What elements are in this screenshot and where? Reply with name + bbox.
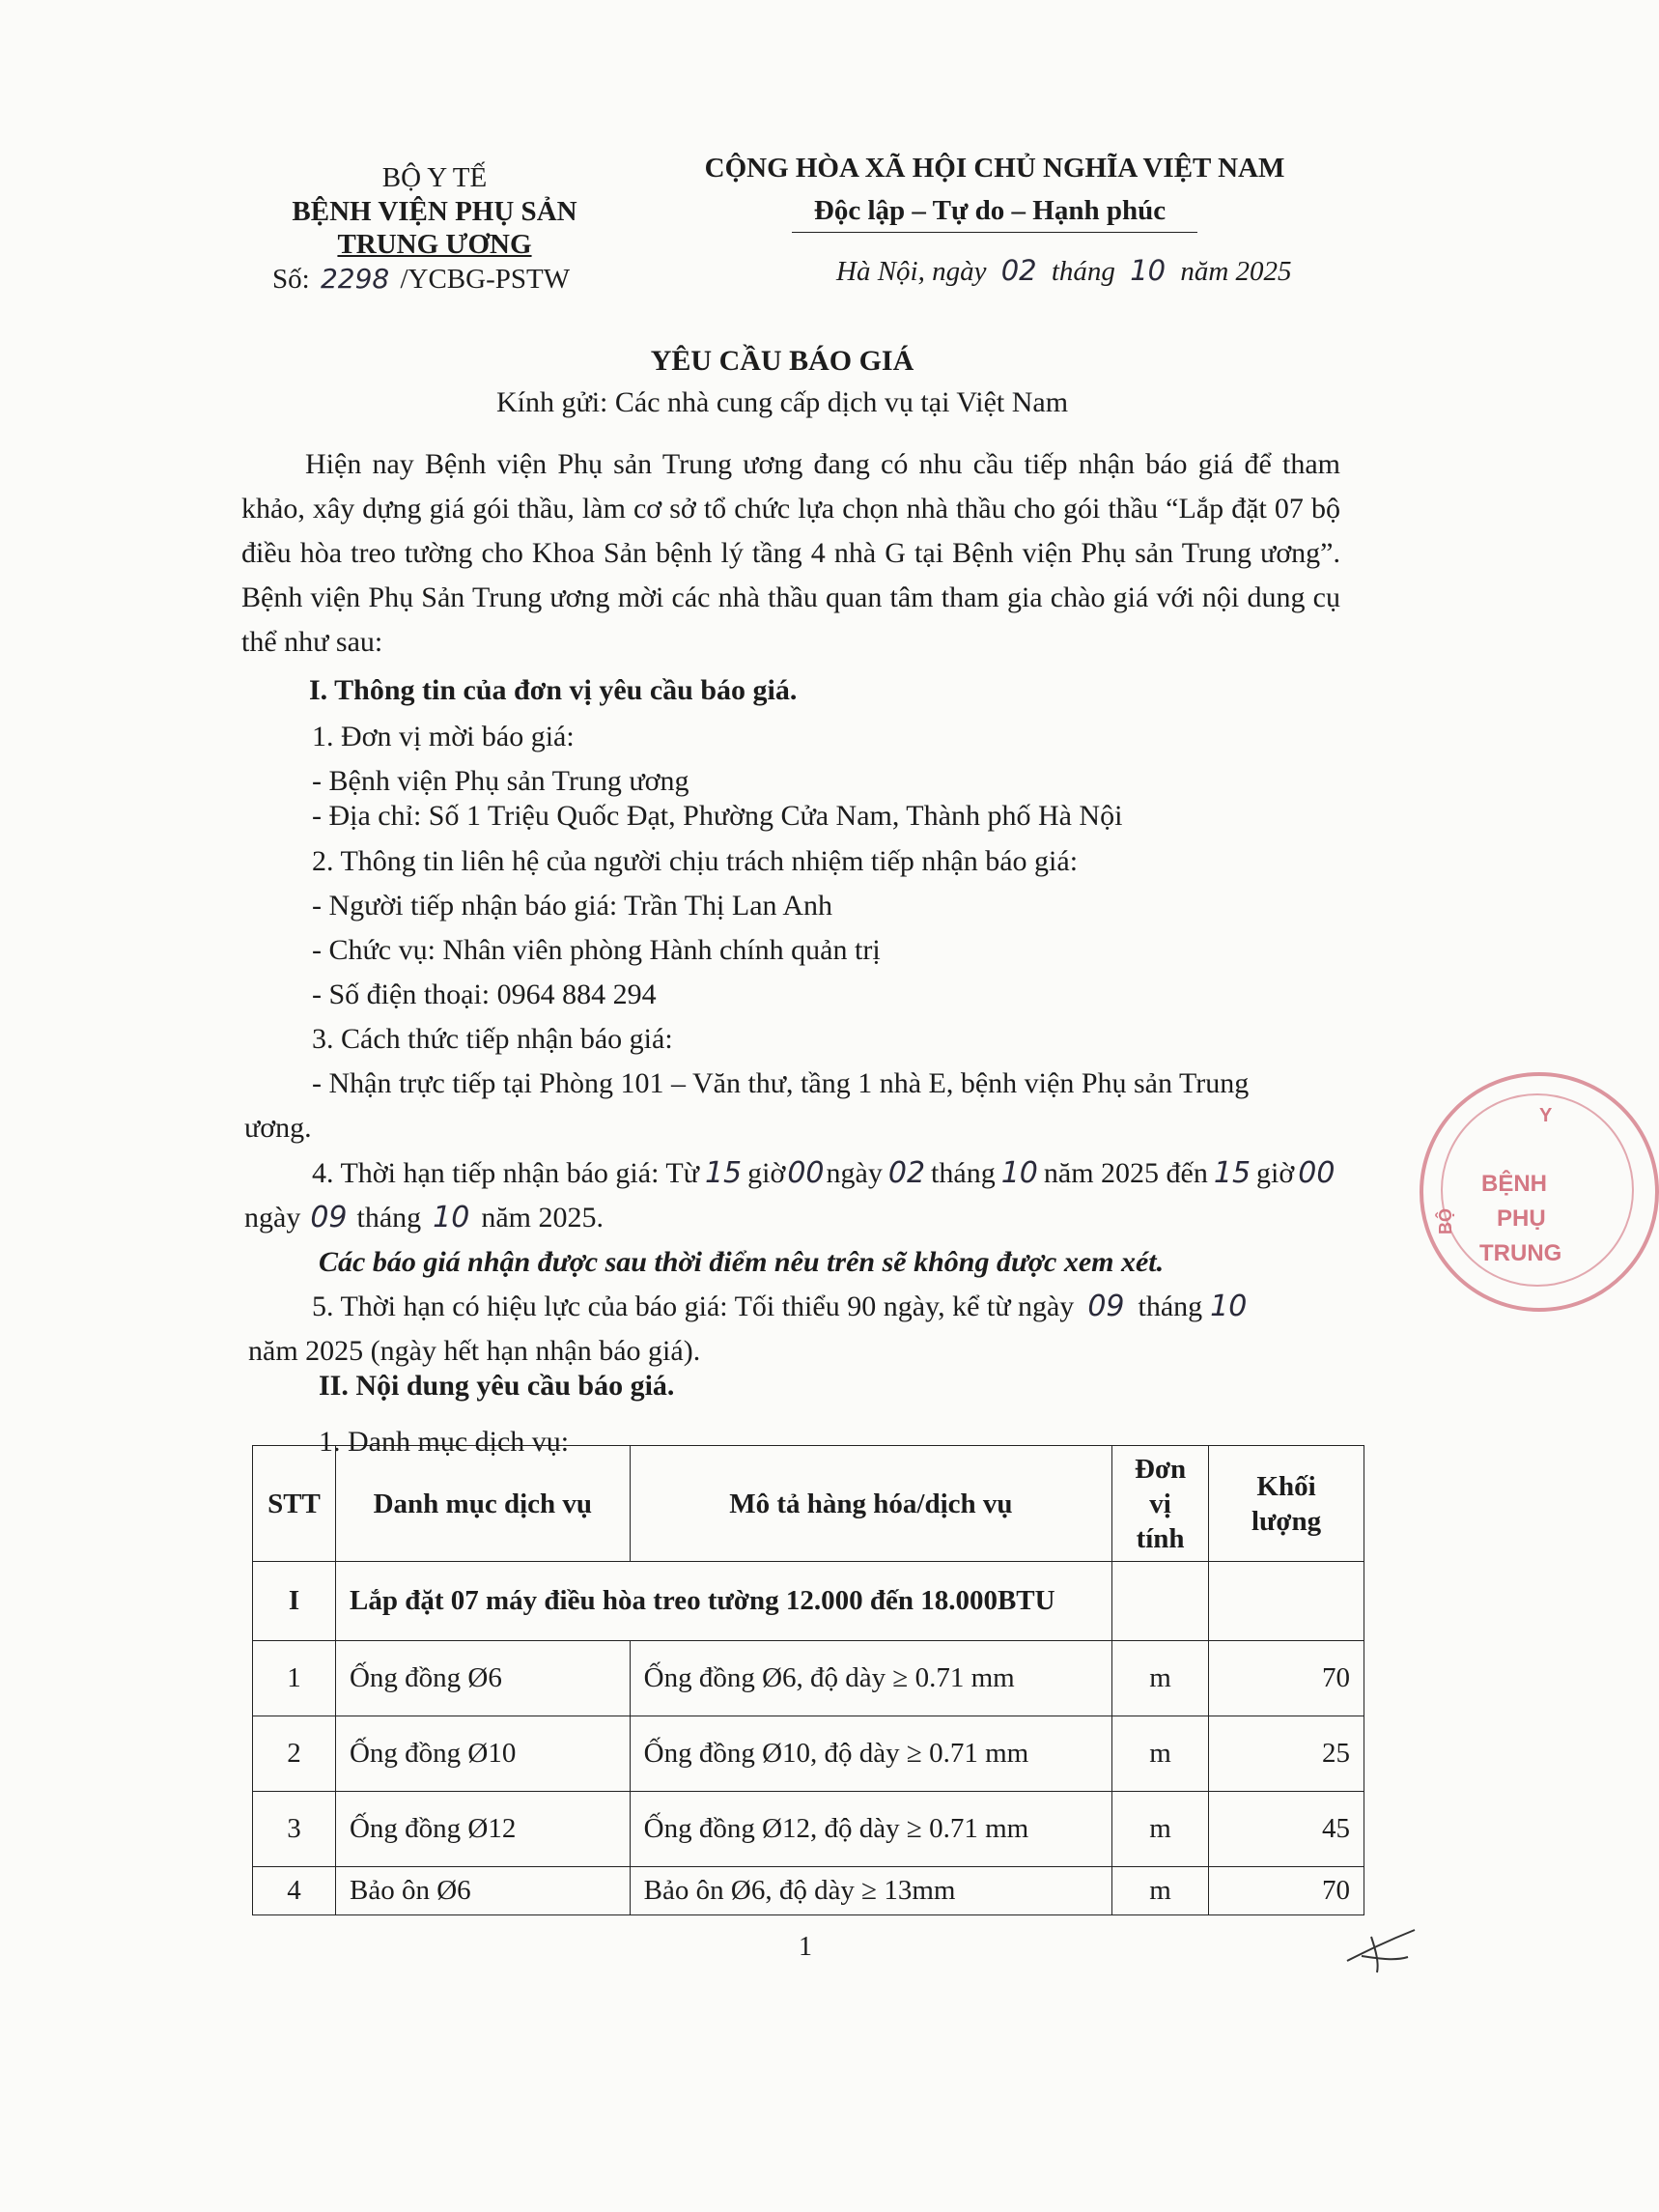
table-row [253, 1716, 1364, 1792]
table-group-row [253, 1562, 1364, 1641]
validity-prefix: 5. Thời hạn có hiệu lực của báo giá: Tối thiểu 90 ngày, kể từ ngày [312, 1290, 1075, 1322]
validity-line1 [312, 1285, 1254, 1329]
group-label: Lắp đặt 07 máy điều hòa treo tường 12.000 đến 18.000BTU [335, 1562, 1111, 1641]
deadline-gio2: giờ [1256, 1157, 1295, 1189]
country-name: CỘNG HÒA XÃ HỘI CHỦ NGHĨA VIỆT NAM [704, 153, 1285, 184]
header-service-name: Danh mục dịch vụ [335, 1446, 630, 1562]
validity-month: 10 [1210, 1290, 1248, 1323]
header-stt: STT [253, 1446, 336, 1562]
ministry-name: BỘ Y TẾ [381, 162, 488, 193]
position-line: - Chức vụ: Nhân viên phòng Hành chính quản trị [312, 934, 881, 966]
row-stt: 1 [253, 1641, 336, 1716]
stamp-line2: PHỤ [1497, 1205, 1546, 1232]
doc-number-prefix: Số: [272, 264, 310, 295]
header-quantity [1209, 1446, 1364, 1562]
deadline-end-month: 10 [433, 1201, 470, 1234]
deadline-start-minute: 00 [787, 1156, 825, 1190]
deadline-end: năm 2025. [481, 1202, 605, 1234]
group-unit-empty [1112, 1562, 1209, 1641]
deadline-gio1: giờ [747, 1157, 786, 1189]
deadline-start-day: 02 [887, 1156, 926, 1190]
deadline-end-hour: 15 [1213, 1156, 1251, 1190]
official-stamp [1420, 1072, 1659, 1312]
deadline-prefix: 4. Thời hạn tiếp nhận báo giá: Từ [312, 1157, 699, 1189]
table-row [253, 1641, 1364, 1716]
document-title: YÊU CẦU BÁO GIÁ [650, 345, 914, 377]
row-description: Ống đồng Ø12, độ dày ≥ 0.71 mm [630, 1792, 1111, 1867]
section2-item1: 1. Danh mục dịch vụ: [319, 1426, 570, 1458]
address-line: - Địa chỉ: Số 1 Triệu Quốc Đạt, Phường Cửa Nam, Thành phố Hà Nội [312, 800, 1123, 832]
row-service-name: Ống đồng Ø10 [335, 1716, 630, 1792]
row-stt: 3 [253, 1792, 336, 1867]
table-row [253, 1792, 1364, 1867]
phone-line: - Số điện thoại: 0964 884 294 [312, 978, 657, 1010]
deadline-ngay1: ngày [826, 1157, 883, 1189]
validity-line2: năm 2025 (ngày hết hạn nhận báo giá). [248, 1335, 701, 1367]
table-header-row [253, 1446, 1364, 1562]
row-quantity: 70 [1209, 1867, 1364, 1915]
stamp-top-letter: Y [1539, 1105, 1553, 1126]
initial-signature-icon [1342, 1922, 1429, 1980]
motto-underline [792, 232, 1197, 233]
hospital-name-line1: BỆNH VIỆN PHỤ SẢN [292, 196, 577, 227]
intro-paragraph: Hiện nay Bệnh viện Phụ sản Trung ương đang có nhu cầu tiếp nhận báo giá để tham khảo, xây dựng giá gói thầu, làm cơ sở tổ chức lựa chọn nhà thầu cho gói thầu “Lắp đặt 07 bộ điều hòa treo tường cho Khoa Sản bệnh lý tầng 4 nhà G tại Bệnh viện Phụ sản Trung ương”. Bệnh viện Phụ Sản Trung ương mời các nhà thầu quan tâm tham gia chào giá với nội dung cụ thể như sau: [241, 448, 1340, 658]
table-row [253, 1867, 1364, 1915]
row-service-name: Ống đồng Ø6 [335, 1641, 630, 1716]
deadline-start-month: 10 [1000, 1156, 1038, 1190]
stamp-line1: BỆNH [1481, 1171, 1548, 1197]
deadline-end-minute: 00 [1298, 1156, 1336, 1190]
header-description: Mô tả hàng hóa/dịch vụ [630, 1446, 1111, 1562]
header-unit-l1: Đơn [1135, 1453, 1187, 1485]
row-description: Ống đồng Ø6, độ dày ≥ 0.71 mm [630, 1641, 1111, 1716]
row-description: Ống đồng Ø10, độ dày ≥ 0.71 mm [630, 1716, 1111, 1792]
service-table [252, 1445, 1364, 1915]
group-qty-empty [1209, 1562, 1364, 1641]
group-stt: I [253, 1562, 336, 1641]
stamp-side: BỘ [1436, 1208, 1455, 1234]
header-qty-l1: Khối [1256, 1470, 1316, 1502]
header-unit-l2: vị [1149, 1488, 1171, 1519]
row-stt: 4 [253, 1867, 336, 1915]
row-description: Bảo ôn Ø6, độ dày ≥ 13mm [630, 1867, 1111, 1915]
deadline-line2 [244, 1196, 604, 1240]
deadline-line1 [312, 1151, 1338, 1196]
row-unit: m [1112, 1641, 1209, 1716]
document-number [272, 263, 570, 296]
row-unit: m [1112, 1792, 1209, 1867]
doc-number-suffix: /YCBG-PSTW [400, 264, 571, 295]
section1-item3: 3. Cách thức tiếp nhận báo giá: [312, 1023, 673, 1055]
deadline-thang2: tháng [356, 1202, 422, 1234]
deadline-thang1: tháng [931, 1157, 996, 1189]
recipient-line: Kính gửi: Các nhà cung cấp dịch vụ tại Việt Nam [495, 386, 1069, 418]
row-stt: 2 [253, 1716, 336, 1792]
date-prefix: Hà Nội, ngày [836, 256, 987, 287]
deadline-end-day: 09 [310, 1201, 348, 1234]
row-quantity: 45 [1209, 1792, 1364, 1867]
date-day-handwritten: 02 [1000, 254, 1037, 287]
date-month-handwritten: 10 [1130, 254, 1167, 287]
row-service-name: Ống đồng Ø12 [335, 1792, 630, 1867]
row-unit: m [1112, 1867, 1209, 1915]
section2-heading: II. Nội dung yêu cầu báo giá. [319, 1370, 675, 1402]
inviting-unit: - Bệnh viện Phụ sản Trung ương [312, 765, 689, 797]
section1-item2: 2. Thông tin liên hệ của người chịu trách nhiệm tiếp nhận báo giá: [312, 845, 1079, 877]
section1-item1: 1. Đơn vị mời báo giá: [312, 721, 575, 752]
section1-heading: I. Thông tin của đơn vị yêu cầu báo giá. [309, 674, 798, 706]
row-quantity: 70 [1209, 1641, 1364, 1716]
header-qty-l2: lượng [1251, 1505, 1322, 1537]
date-month-label: tháng [1051, 256, 1115, 287]
validity-day: 09 [1087, 1290, 1125, 1323]
row-service-name: Bảo ôn Ø6 [335, 1867, 630, 1915]
row-quantity: 25 [1209, 1716, 1364, 1792]
deadline-start-hour: 15 [704, 1156, 743, 1190]
receiving-method-line1: - Nhận trực tiếp tại Phòng 101 – Văn thư, tầng 1 nhà E, bệnh viện Phụ sản Trung [312, 1067, 1250, 1099]
receiving-method-line2: ương. [244, 1112, 312, 1144]
receiver-line: - Người tiếp nhận báo giá: Trần Thị Lan Anh [312, 890, 833, 922]
page-number: 1 [799, 1932, 812, 1962]
late-notice: Các báo giá nhận được sau thời điểm nêu trên sẽ không được xem xét. [319, 1246, 1165, 1278]
stamp-line3: TRUNG [1479, 1240, 1562, 1266]
deadline-mid: năm 2025 đến [1043, 1157, 1208, 1189]
issue-date [836, 254, 1292, 288]
header-unit [1112, 1446, 1209, 1562]
deadline-ngay2: ngày [244, 1202, 301, 1234]
doc-number-handwritten: 2298 [320, 263, 390, 295]
header-unit-l3: tính [1136, 1522, 1185, 1554]
national-motto: Độc lập – Tự do – Hạnh phúc [813, 195, 1167, 226]
row-unit: m [1112, 1716, 1209, 1792]
date-year: năm 2025 [1180, 256, 1292, 287]
validity-month-label: tháng [1138, 1290, 1203, 1322]
hospital-name-line2: TRUNG ƯƠNG [337, 229, 532, 260]
